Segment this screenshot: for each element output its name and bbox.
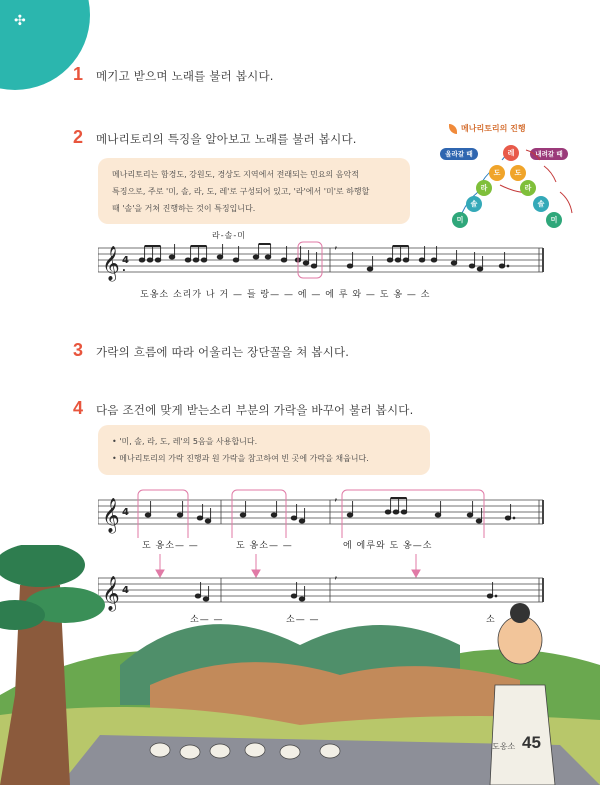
section-1-number: 1 <box>73 64 84 84</box>
info-line: 때 '솔'을 거쳐 진행하는 것이 특징입니다. <box>112 204 256 213</box>
legend-title: 메나리토리의 진행 <box>449 123 526 134</box>
staff-3-lyric: 소 <box>486 615 496 625</box>
leaf-icon <box>449 124 457 134</box>
staff-1 <box>98 238 548 288</box>
legend-note: 라 <box>476 180 492 196</box>
staff-3-lyric: 소— — <box>190 615 224 625</box>
section-2-number: 2 <box>73 127 84 147</box>
legend-note: 솔 <box>466 196 482 212</box>
svg-text:4: 4 <box>122 585 129 596</box>
legend-note: 미 <box>452 212 468 228</box>
section-4-text: 다음 조건에 맞게 받는소리 부분의 가락을 바꾸어 불러 봅시다. <box>96 403 414 417</box>
staff-2-lyric: 도 옹소— — <box>236 541 293 551</box>
info-line: 특징으로, 주로 '미, 솔, 라, 도, 레'로 구성되어 있고, '라'에서 '미'로 하행할 <box>112 187 370 196</box>
condition-item: • 메나리토리의 가락 진행과 원 가락을 참고하여 빈 곳에 가락을 채웁니다. <box>112 454 369 463</box>
svg-text:4: 4 <box>122 255 129 266</box>
legend-note: 도 <box>510 165 526 181</box>
staff-1-annotation: 라-솔-미 <box>212 231 246 240</box>
svg-text:𝄞: 𝄞 <box>102 576 120 611</box>
svg-text:.: . <box>122 263 126 274</box>
up-label: 올라갈 때 <box>440 148 478 160</box>
sparkle-icon: ✣ <box>14 13 26 29</box>
svg-text:𝄞: 𝄞 <box>102 498 120 533</box>
legend-note: 라 <box>520 180 536 196</box>
staff-2 <box>98 488 548 538</box>
staff-2-lyric: 에 에루와 도 옹—소 <box>343 541 433 551</box>
svg-text:,: , <box>334 238 338 251</box>
condition-item: • '미, 솔, 라, 도, 레'의 5음을 사용합니다. <box>112 437 258 446</box>
section-3-text: 가락의 흐름에 따라 어울리는 장단꼴을 쳐 봅시다. <box>96 345 350 359</box>
legend-note: 도 <box>489 165 505 181</box>
info-line: 메나리토리는 함경도, 강원도, 경상도 지역에서 전래되는 민요의 음악적 <box>112 170 359 179</box>
staff-3-lyric: 소— — <box>286 615 320 625</box>
staff-1-lyrics: 도옹소 소리가 나 거 — 들 랑— — 에 — 에 루 와 — 도 옹 — 소 <box>140 290 431 300</box>
section-2-text: 메나리토리의 특징을 알아보고 노래를 불러 봅시다. <box>96 132 357 146</box>
svg-text:𝄞: 𝄞 <box>102 246 120 281</box>
legend-note: 레 <box>503 145 519 161</box>
svg-text:,: , <box>334 568 338 581</box>
svg-text:,: , <box>334 489 338 503</box>
legend-note: 미 <box>546 212 562 228</box>
conditions-box <box>98 425 430 475</box>
page-number: 45 <box>522 733 541 752</box>
svg-text:4: 4 <box>122 507 129 518</box>
section-3-number: 3 <box>73 340 84 360</box>
section-1-text: 메기고 받으며 노래를 불러 봅시다. <box>96 69 274 83</box>
footer-song-title: 도옹소 <box>492 742 516 751</box>
staff-2-lyric: 도 옹소— — <box>142 541 199 551</box>
section-4-number: 4 <box>73 398 84 418</box>
legend-note: 솔 <box>533 196 549 212</box>
info-box <box>98 158 410 224</box>
down-label: 내려갈 때 <box>530 148 568 160</box>
